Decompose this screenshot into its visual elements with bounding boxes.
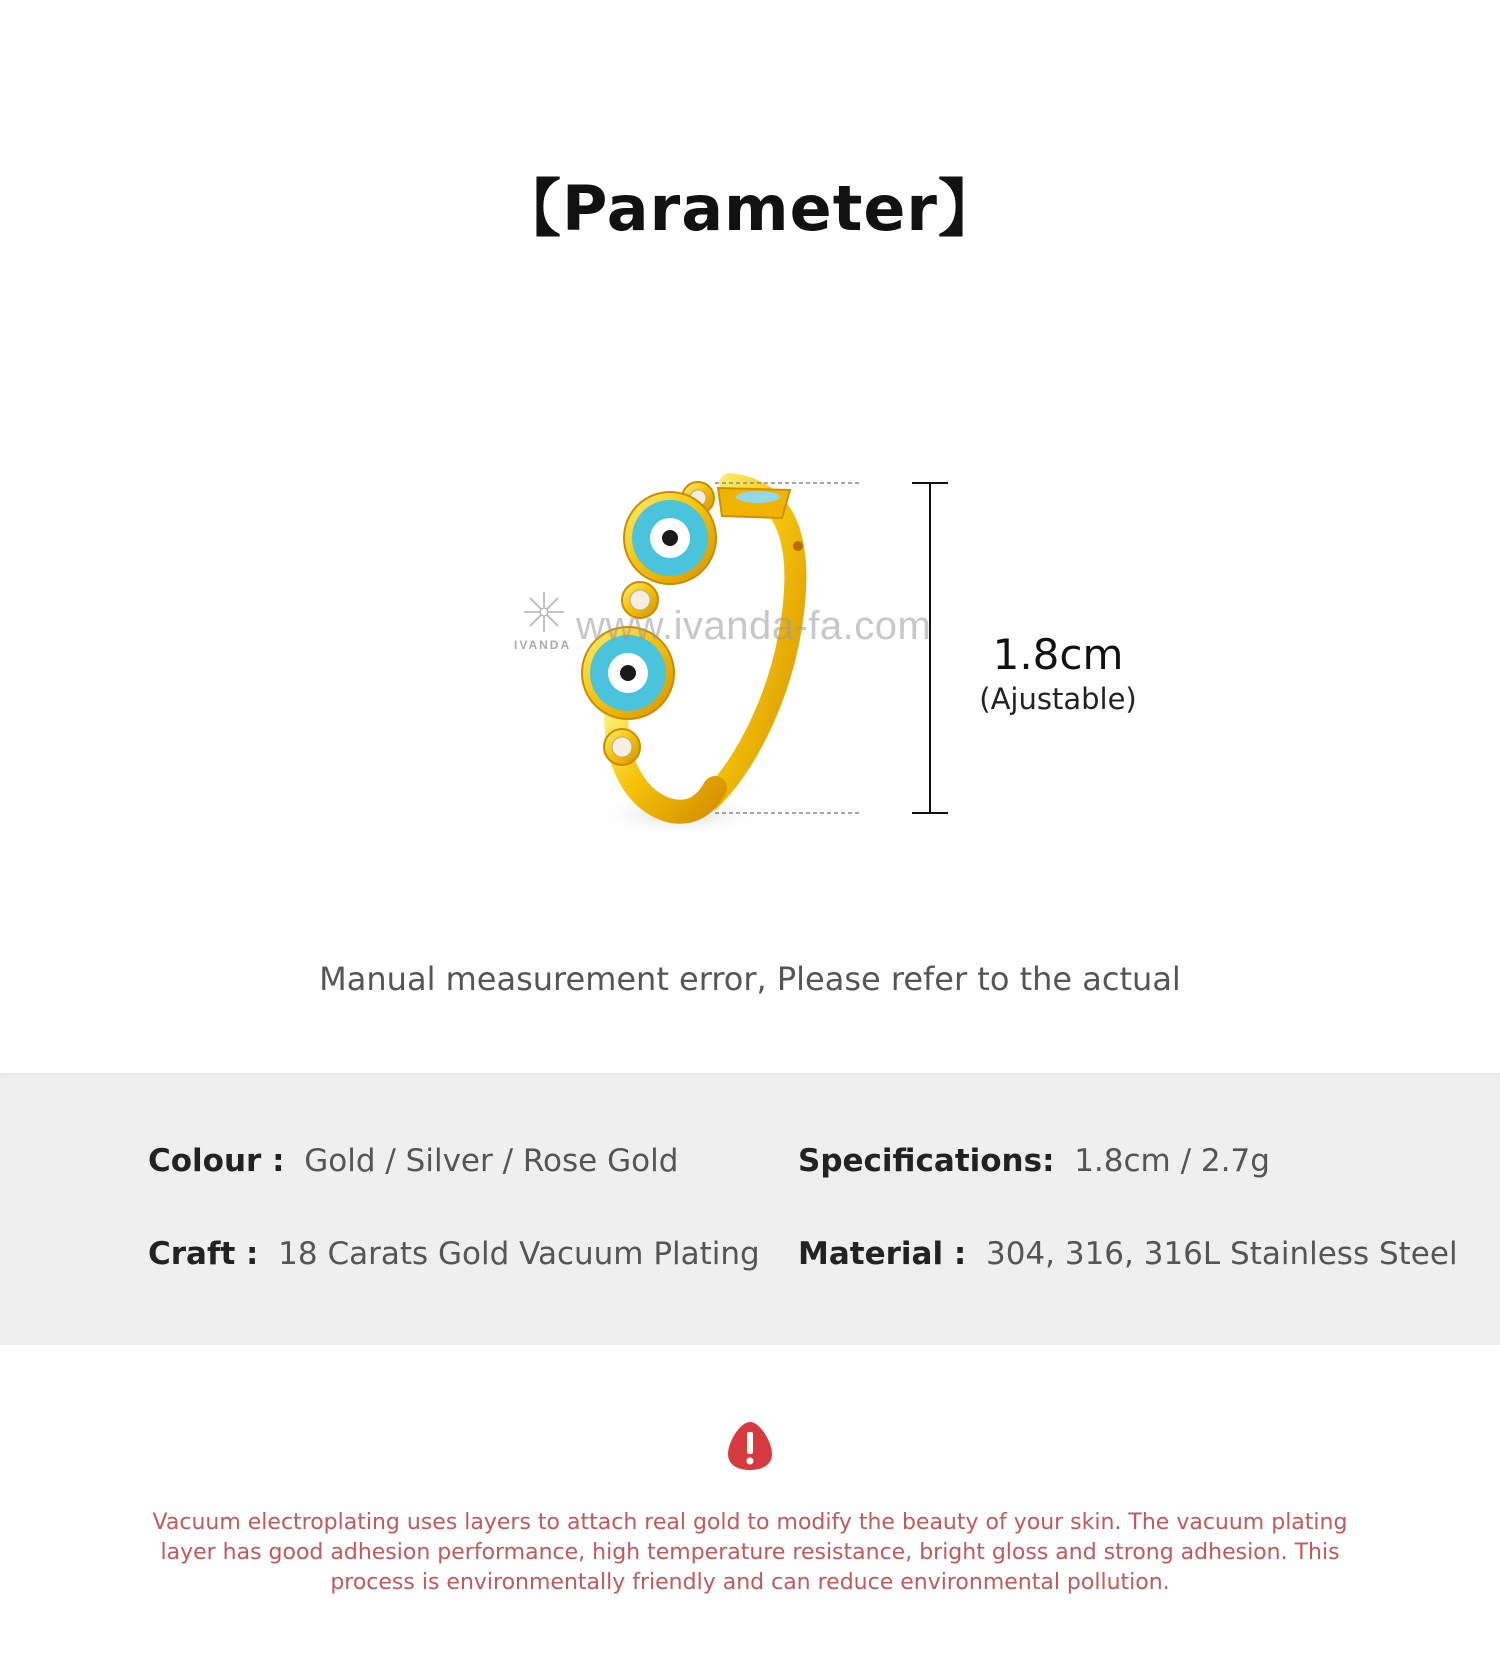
measurement-value: 1.8cm: [992, 630, 1124, 679]
spec-colour: [148, 1143, 678, 1179]
spec-material-label: Material :: [798, 1236, 967, 1272]
plating-warning-text: Vacuum electroplating uses layers to attach real gold to modify the beauty of your skin. The vacuum plating layer has good adhesion performance, high temperature resistance, bright gloss and strong adhesion. This process is environmentally friendly and can reduce environmental pollution.: [152, 1510, 1348, 1595]
spec-craft-value: 18 Carats Gold Vacuum Plating: [278, 1236, 760, 1272]
product-image-area: [500, 470, 1140, 890]
spec-colour-value: Gold / Silver / Rose Gold: [304, 1143, 679, 1179]
measurement-note: (Ajustable): [979, 682, 1137, 716]
spec-specifications: [798, 1143, 1270, 1179]
alert-icon: [726, 1420, 774, 1472]
watermark-brand: IVANDA: [514, 638, 572, 652]
spec-panel: [0, 1073, 1500, 1345]
page-title: 【Parameter】: [499, 172, 1001, 245]
spec-craft: [148, 1236, 760, 1272]
watermark-url: www.ivanda-fa.com: [576, 604, 932, 648]
spec-material: [798, 1236, 1458, 1272]
watermark: [510, 590, 970, 670]
star-logo-icon: [522, 590, 566, 634]
measurement-disclaimer: Manual measurement error, Please refer to the actual: [319, 960, 1181, 998]
spec-specifications-value: 1.8cm / 2.7g: [1074, 1143, 1270, 1179]
spec-craft-label: Craft :: [148, 1236, 259, 1272]
spec-specifications-label: Specifications:: [798, 1143, 1055, 1179]
spec-material-value: 304, 316, 316L Stainless Steel: [985, 1236, 1458, 1272]
ring-product-image: [500, 470, 1140, 890]
spec-colour-label: Colour :: [148, 1143, 285, 1179]
